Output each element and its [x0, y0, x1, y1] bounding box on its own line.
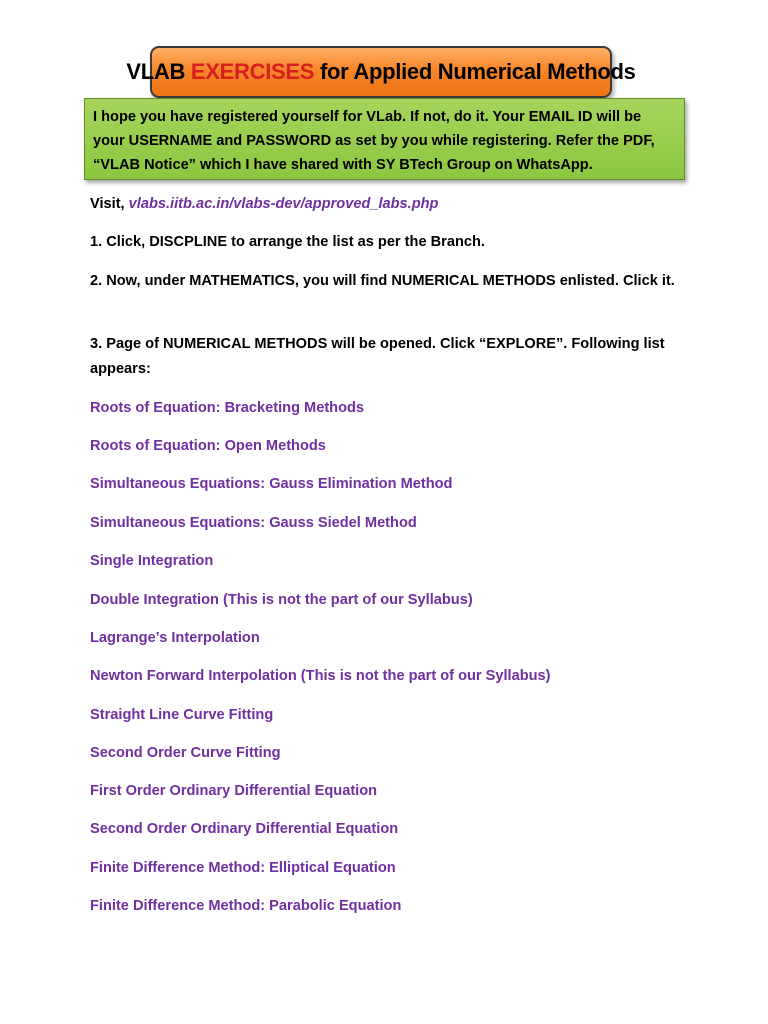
- page-title: [126, 59, 635, 85]
- list-item: Lagrange’s Interpolation: [90, 630, 260, 646]
- list-item: Second Order Curve Fitting: [90, 745, 281, 761]
- list-item: Newton Forward Interpolation (This is not the part of our Syllabus): [90, 668, 551, 684]
- step-2: 2. Now, under MATHEMATICS, you will find NUMERICAL METHODS enlisted. Click it.: [90, 273, 675, 289]
- list-item: Roots of Equation: Open Methods: [90, 438, 326, 454]
- list-item: Finite Difference Method: Elliptical Equation: [90, 860, 396, 876]
- list-item: Single Integration: [90, 553, 214, 569]
- visit-link[interactable]: vlabs.iitb.ac.in/vlabs-dev/approved_labs.php: [128, 196, 439, 212]
- visit-label: Visit,: [90, 196, 129, 212]
- list-item: Finite Difference Method: Parabolic Equation: [90, 898, 402, 914]
- list-item: Second Order Ordinary Differential Equation: [90, 821, 399, 837]
- title-accent: EXERCISES: [190, 59, 315, 84]
- visit-line: [90, 192, 438, 217]
- list-item: Straight Line Curve Fitting: [90, 707, 274, 723]
- title-banner: [126, 46, 636, 98]
- step-3: 3. Page of NUMERICAL METHODS will be opened. Click “EXPLORE”. Following list appears:: [90, 336, 665, 377]
- list-item: Roots of Equation: Bracketing Methods: [90, 400, 365, 416]
- title-suffix: for Applied Numerical Methods: [314, 59, 636, 84]
- intro-callout: [84, 98, 685, 180]
- title-prefix: VLAB: [126, 59, 191, 84]
- intro-text: I hope you have registered yourself for VLab. If not, do it. Your EMAIL ID will be your USERNAME and PASSWORD as set by you while registering. Refer the PDF, “VLAB Notice” which I have shared with SY BTech Group on WhatsApp.: [93, 109, 655, 173]
- step-1: 1. Click, DISCPLINE to arrange the list as per the Branch.: [90, 234, 485, 250]
- list-item: Double Integration (This is not the part of our Syllabus): [90, 592, 473, 608]
- list-item: Simultaneous Equations: Gauss Elimination Method: [90, 476, 453, 492]
- list-item: Simultaneous Equations: Gauss Siedel Method: [90, 515, 417, 531]
- list-item: First Order Ordinary Differential Equation: [90, 783, 378, 799]
